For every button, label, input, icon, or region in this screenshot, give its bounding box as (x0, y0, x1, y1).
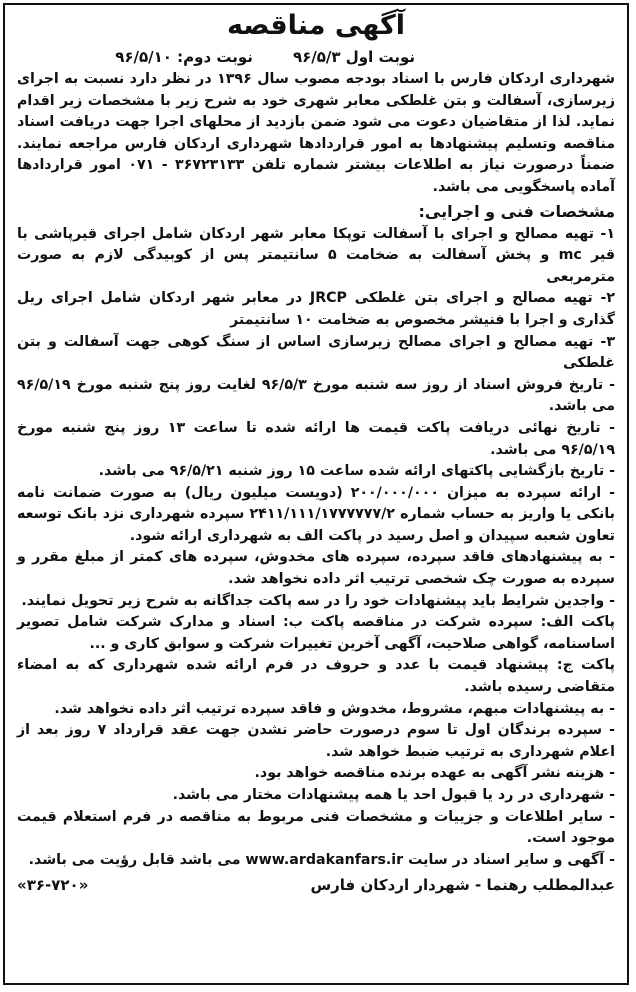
notice-title: آگهی مناقصه (226, 10, 406, 41)
tender-notice (3, 3, 629, 985)
list-item: - تاریخ فروش اسناد از روز سه شنبه مورخ ۹۶/۵/۳ لغایت روز پنج شنبه مورخ ۹۶/۵/۱۹ می باشد. (17, 376, 615, 415)
notice-footer (17, 874, 615, 896)
list-item: ۳- تهیه مصالح و اجرای مصالح زیرسازی اساس از سنگ کوهی جهت آسفالت و بتن غلطکی (17, 333, 615, 372)
list-item: پاکت الف: سپرده شرکت در مناقصه پاکت ب: اسناد و مدارک شرکت شامل تصویر اساسنامه، گواهی صلاحیت، آگهی آخرین تغییرات شرکت و سوابق کاری و ... (17, 614, 615, 652)
list-item: - ارائه سپرده به میزان ۲۰۰/۰۰۰/۰۰۰ (دویست میلیون ریال) به صورت ضمانت نامه بانکی یا واریز به حساب شماره ۲۴۱۱/۱۱۱/۱۷۷۷۷۷۷/۲ سپرده شهرداری نزد بانک توسعه تعاون شعبه سپیدان و اصل رسید در پاکت الف به شهرداری ارائه شود. (17, 484, 616, 544)
signature: عبدالمطلب رهنما - شهردار اردکان فارس (310, 876, 615, 895)
publication-turns (17, 47, 615, 67)
list-item: - تاریخ نهائی دریافت پاکت قیمت ها ارائه شده تا ساعت ۱۳ روز پنج شنبه مورخ ۹۶/۵/۱۹ می باشد. (17, 419, 615, 458)
list-item: ۲- تهیه مصالح و اجرای بتن غلطکی JRCP در معابر شهر اردکان شامل اجرای ریل گذاری و اجرا با فنیشر مخصوص به ضخامت ۱۰ سانتیمتر (17, 290, 616, 328)
list-item: - هزینه نشر آگهی به عهده برنده مناقصه خواهد بود. (254, 765, 615, 782)
list-item: - به پیشنهادات مبهم، مشروط، مخدوش و فاقد سپرده ترتیب اثر داده نخواهد شد. (54, 700, 615, 717)
list-item: - شهرداری در رد یا قبول احد یا همه پیشنهادات مختار می باشد. (172, 787, 615, 803)
list-item: - سایر اطلاعات و جزییات و مشخصات فنی مربوط به مناقصه در فرم استعلام قیمت موجود است. (17, 808, 615, 847)
first-turn-date: نوبت اول ۹۶/۵/۳ (292, 48, 415, 66)
list-item: پاکت ج: پیشنهاد قیمت با عدد و حروف در فرم ارائه شده شهرداری که به امضاء متقاضی رسیده باشد. (17, 657, 615, 696)
list-item: - واجدین شرایط باید پیشنهادات خود را در سه پاکت جداگانه به شرح زیر تحویل نمایند. (21, 592, 615, 609)
list-item: - تاریخ بازگشایی پاکتهای ارائه شده ساعت ۱۵ روز شنبه ۹۶/۵/۲۱ می باشد. (98, 463, 615, 480)
list-item: - آگهی و سایر اسناد در سایت www.ardakanfars.ir می باشد قابل رؤیت می باشد. (28, 851, 615, 868)
list-item: - به پیشنهادهای فاقد سپرده، سپرده های مخدوش، سپرده های کمتر از مبلغ مقرر و سپرده به صورت چک شخصی ترتیب اثر داده نخواهد شد. (17, 549, 615, 588)
list-item: ۱- تهیه مصالح و اجرای با آسفالت توپکا معابر شهر اردکان شامل اجرای قیرپاشی با قیر mc و پخش آسفالت به ضخامت ۵ سانتیمتر پس از کوبیدگی لازم به صورت مترمربعی (17, 225, 615, 285)
second-turn-date: نوبت دوم: ۹۶/۵/۱۰ (115, 48, 253, 66)
notice-code: «۳۶-۷۲۰» (17, 876, 89, 895)
list-item: - سپرده برندگان اول تا سوم درصورت حاضر نشدن جهت عقد قرارداد ۷ روز بعد از اعلام شهرداری به ترتیب ضبط خواهد شد. (17, 722, 615, 760)
intro-paragraph: شهرداری اردکان فارس با اسناد بودجه مصوب سال ۱۳۹۶ در نظر دارد نسبت به اجرای زیرسازی، آسفالت و بتن غلطکی معابر شهری خود به شرح زیر با مشخصات زیر اقدام نماید. لذا از متقاضیان دعوت می شود ضمن بازدید از محلهای اجرا جهت دریافت اسناد مناقصه وتسلیم پیشنهادها به امور قراردادها شهرداری اردکان فارس مراجعه نمایند. ضمناً درصورت نیاز به اطلاعات بیشتر شماره تلفن ۳۶۷۲۳۱۳۳ - ۰۷۱ امور قراردادها آماده پاسخگویی می باشد. (17, 71, 616, 195)
spec-heading: مشخصات فنی و اجرایی: (418, 201, 615, 221)
